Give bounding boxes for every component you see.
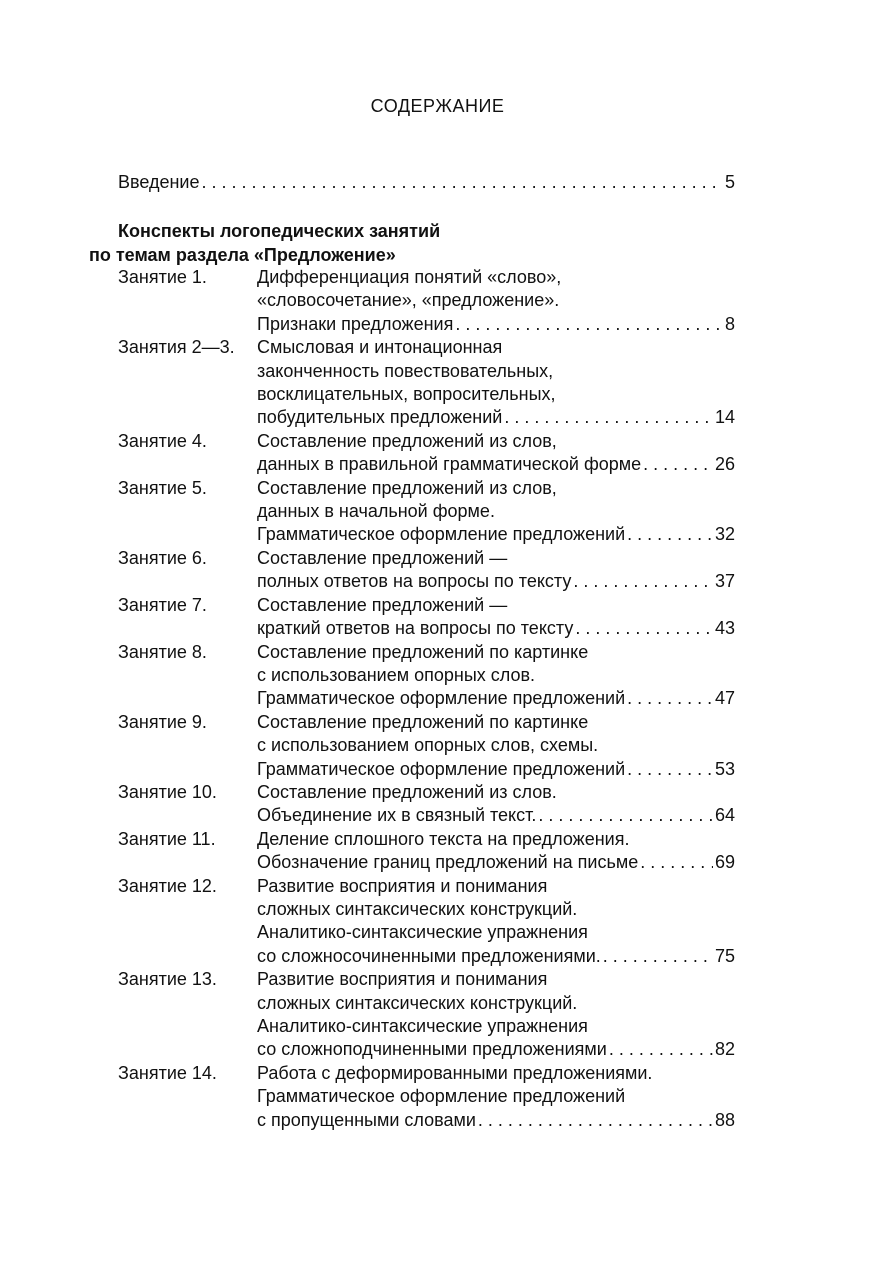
toc-entry-title-line: сложных синтаксических конструкций. [257,898,578,919]
toc-entry-label: Занятие 5. [118,477,207,498]
toc-entry-title-line: Деление сплошного текста на предложения. [257,828,630,849]
toc-entry-title-line: «словосочетание», «предложение». [257,290,560,311]
toc-entry-title-line: с использованием опорных слов. [257,664,536,685]
toc-entry-last-line [257,1038,735,1061]
toc-entry-title-line: Составление предложений — [257,547,508,568]
toc-entry-last-line [257,523,735,546]
toc-entry-body [257,968,735,1062]
toc-page-number: 8 [724,313,735,334]
toc-entry-title-line: законченность повествовательных, [257,360,554,381]
toc-entry[interactable] [118,547,735,594]
dot-leader [202,172,723,193]
toc-page-number: 47 [714,688,735,709]
toc-entry-title-line: данных в правильной грамматической форме [257,454,642,475]
toc-page-number: 53 [714,758,735,779]
toc-entry-body [257,711,735,781]
toc-entry-body [257,266,735,336]
toc-entry-title-line: Составление предложений — [257,594,508,615]
dot-leader [538,804,713,827]
toc-entry-label: Занятие 8. [118,641,207,662]
toc-entry-title-line: с пропущенными словами [257,1109,476,1130]
toc-entry-body [257,875,735,969]
toc-entry-title-line: Развитие восприятия и понимания [257,875,548,896]
toc-entry-last-line [257,687,735,710]
toc-entry[interactable] [118,781,735,828]
toc-entry-title-line: Грамматическое оформление предложений [257,688,626,709]
toc-entry-body [257,594,735,641]
toc-entry[interactable] [118,266,735,336]
toc-entry-last-line [257,617,735,640]
toc-entry-body [257,430,735,477]
toc-entry-title-line: Смысловая и интонационная [257,337,503,358]
toc-entry[interactable] [118,711,735,781]
dot-leader [504,406,713,429]
toc-entry-title-line: Объединение их в связный текст. [257,805,537,826]
toc-page-number: 82 [714,1039,735,1060]
toc-entry[interactable] [118,641,735,711]
toc-entry-title-line: Развитие восприятия и понимания [257,969,548,990]
toc-entry-label: Занятие 1. [118,267,207,287]
toc-entry[interactable] [118,968,735,1062]
toc-entry-last-line [257,758,735,781]
toc-entry-title: Введение [118,172,200,192]
toc-entry[interactable] [118,1062,735,1132]
toc-page-number: 32 [714,524,735,545]
toc-entry-title-line: Составление предложений из слов, [257,430,557,451]
toc-entry-intro[interactable] [118,172,735,193]
toc-entry-label: Занятие 12. [118,875,217,896]
section-heading-line: по темам раздела «Предложение» [89,245,396,265]
toc-page-number: 88 [714,1109,735,1130]
toc-page-number: 5 [724,172,735,192]
toc-entry-title-line: Грамматическое оформление предложений [257,524,626,545]
toc-entry-title-line: Составление предложений из слов, [257,477,557,498]
toc-page-number: 26 [714,454,735,475]
toc-entry-title-line: Грамматическое оформление предложений [257,758,626,779]
page-title: СОДЕРЖАНИЕ [370,96,505,116]
toc-entry-title-line: с использованием опорных слов, схемы. [257,735,599,756]
section-heading [0,219,440,267]
section-heading-line: Конспекты логопедических занятий [118,221,441,241]
toc-entry-body [257,477,735,547]
toc-entry-title-line: Дифференциация понятий «слово», [257,267,562,287]
toc-entry-label: Занятие 14. [118,1062,217,1083]
toc-entry-title-line: сложных синтаксических конструкций. [257,992,578,1013]
toc-entry-body [257,781,735,828]
toc-entry-body [257,828,735,875]
toc-entry-title-line: восклицательных, вопросительных, [257,384,556,405]
toc-entry-label: Занятие 6. [118,547,207,568]
toc-entry-title-line: полных ответов на вопросы по тексту [257,571,572,592]
toc-entry-body [257,336,735,430]
toc-entry-title-line: Обозначение границ предложений на письме [257,852,639,873]
toc-entry-body [257,547,735,594]
toc-entry-title-line: Аналитико-синтаксические упражнения [257,1016,588,1036]
toc-entry-title-line: Грамматическое оформление предложений [257,1086,626,1107]
toc-entry-label: Занятие 13. [118,969,217,990]
toc-entry[interactable] [118,828,735,875]
toc-entry-label: Занятие 7. [118,594,207,615]
toc-entry-last-line [257,406,735,429]
toc-entry-body [257,1062,735,1132]
dot-leader [478,1109,713,1132]
toc-entry-label: Занятия 2—3. [118,337,235,358]
toc-entry-label: Занятие 4. [118,430,207,451]
dot-leader [640,851,713,874]
dot-leader [643,453,713,476]
toc-page-number: 69 [714,852,735,873]
toc-list [118,266,735,1132]
toc-entry-last-line [257,313,735,336]
toc-page-number: 43 [714,618,735,639]
toc-entry-label: Занятие 11. [118,828,216,849]
toc-entry[interactable] [118,477,735,547]
toc-entry-title-line: краткий ответов на вопросы по тексту [257,618,574,639]
toc-page-number: 14 [714,407,735,428]
toc-page-number: 75 [714,945,735,966]
toc-entry[interactable] [118,336,735,430]
dot-leader [627,523,713,546]
dot-leader [609,1038,713,1061]
toc-entry-title-line: Работа с деформированными предложениями. [257,1062,653,1083]
toc-entry-title-line: побудительных предложений [257,407,503,428]
toc-page-number: 64 [714,805,735,826]
toc-entry-label: Занятие 10. [118,781,217,802]
toc-entry-last-line [257,570,735,593]
toc-entry-title-line: Признаки предложения [257,313,454,334]
toc-entry-body [257,641,735,711]
toc-entry[interactable] [118,594,735,641]
dot-leader [603,945,713,968]
toc-entry[interactable] [118,430,735,477]
dot-leader [575,617,713,640]
toc-entry-last-line [257,804,735,827]
toc-entry-title-line: данных в начальной форме. [257,501,495,522]
dot-leader [627,758,713,781]
toc-entry-title-line: Составление предложений по картинке [257,711,589,732]
toc-entry-last-line [257,1109,735,1132]
toc-entry-last-line [257,945,735,968]
toc-entry-title-line: со сложноподчиненными предложениями [257,1039,607,1060]
toc-entry[interactable] [118,875,735,969]
toc-entry-title-line: Аналитико-синтаксические упражнения [257,922,588,943]
dot-leader [455,313,723,336]
toc-page-number: 37 [714,571,735,592]
toc-entry-last-line [257,453,735,476]
toc-entry-last-line [257,851,735,874]
toc-entry-label: Занятие 9. [118,711,207,732]
toc-entry-title-line: Составление предложений из слов. [257,781,557,802]
toc-entry-title-line: Составление предложений по картинке [257,641,589,662]
dot-leader [627,687,713,710]
dot-leader [573,570,713,593]
toc-entry-title-line: со сложносочиненными предложениями. [257,945,601,966]
